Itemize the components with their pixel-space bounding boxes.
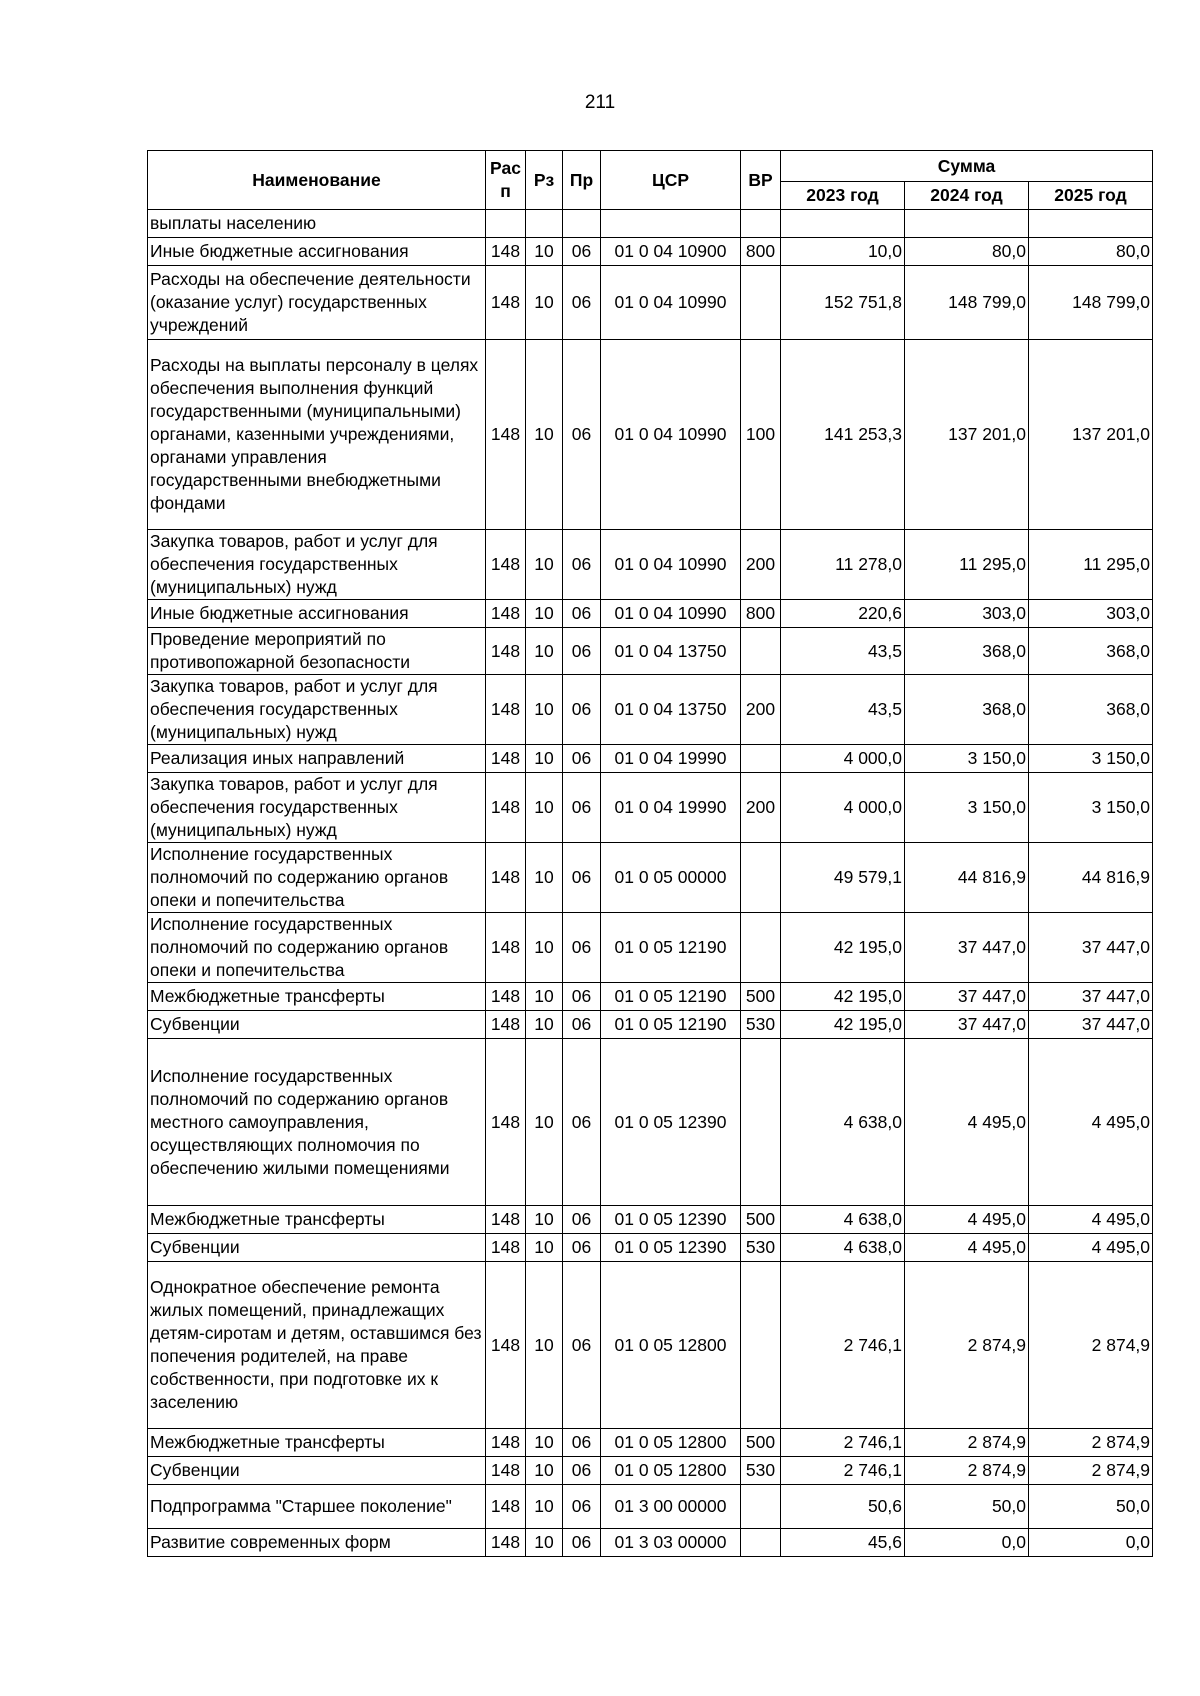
row-csr — [601, 210, 741, 238]
row-rz: 10 — [526, 1457, 563, 1485]
row-csr: 01 0 04 10900 — [601, 238, 741, 266]
table-row — [148, 1039, 1153, 1206]
table-row — [148, 843, 1153, 913]
row-pr: 06 — [563, 530, 601, 600]
table-row — [148, 600, 1153, 628]
row-csr: 01 0 05 12800 — [601, 1262, 741, 1429]
row-sum-2025: 37 447,0 — [1029, 1011, 1153, 1039]
row-rz: 10 — [526, 628, 563, 675]
row-sum-2025: 148 799,0 — [1029, 266, 1153, 340]
row-csr: 01 3 03 00000 — [601, 1529, 741, 1557]
row-csr: 01 0 05 12800 — [601, 1457, 741, 1485]
page-number: 211 — [584, 92, 616, 113]
table-row — [148, 1011, 1153, 1039]
row-vr: 800 — [741, 600, 781, 628]
row-pr: 06 — [563, 1206, 601, 1234]
row-rasp: 148 — [486, 340, 526, 530]
row-rasp: 148 — [486, 628, 526, 675]
row-vr — [741, 1262, 781, 1429]
row-vr: 500 — [741, 1206, 781, 1234]
row-name: выплаты населению — [148, 210, 486, 238]
row-rz: 10 — [526, 913, 563, 983]
header-pr: Пр — [563, 151, 601, 210]
table-row — [148, 1457, 1153, 1485]
row-sum-2025: 368,0 — [1029, 675, 1153, 745]
row-sum-2024: 44 816,9 — [905, 843, 1029, 913]
row-rasp: 148 — [486, 1262, 526, 1429]
row-sum-2024: 4 495,0 — [905, 1039, 1029, 1206]
header-vr: ВР — [741, 151, 781, 210]
row-rasp: 148 — [486, 983, 526, 1011]
row-sum-2023: 50,6 — [781, 1485, 905, 1529]
row-rz: 10 — [526, 266, 563, 340]
table-row — [148, 1529, 1153, 1557]
row-csr: 01 0 05 12390 — [601, 1206, 741, 1234]
header-rz: Рз — [526, 151, 563, 210]
row-vr: 200 — [741, 773, 781, 843]
header-rasp-line1: Рас — [490, 158, 521, 178]
row-sum-2024: 2 874,9 — [905, 1262, 1029, 1429]
row-sum-2025: 11 295,0 — [1029, 530, 1153, 600]
row-sum-2023: 4 638,0 — [781, 1234, 905, 1262]
table-row — [148, 340, 1153, 530]
row-rz: 10 — [526, 745, 563, 773]
row-sum-2023: 45,6 — [781, 1529, 905, 1557]
row-sum-2024: 3 150,0 — [905, 745, 1029, 773]
row-name: Закупка товаров, работ и услуг для обеспечения государственных (муниципальных) нужд — [148, 675, 486, 745]
table-row — [148, 1429, 1153, 1457]
row-pr: 06 — [563, 266, 601, 340]
row-sum-2025: 50,0 — [1029, 1485, 1153, 1529]
row-rasp: 148 — [486, 1429, 526, 1457]
row-rz: 10 — [526, 238, 563, 266]
row-sum-2024: 368,0 — [905, 628, 1029, 675]
row-pr: 06 — [563, 1429, 601, 1457]
row-csr: 01 0 04 19990 — [601, 773, 741, 843]
row-name: Расходы на выплаты персоналу в целях обеспечения выполнения функций государственными (муниципальными) органами, казенными учреждениями, органами управления государственными внебюджетными фондами — [148, 340, 486, 530]
row-vr: 100 — [741, 340, 781, 530]
row-vr — [741, 1039, 781, 1206]
row-rasp: 148 — [486, 238, 526, 266]
row-sum-2025: 2 874,9 — [1029, 1429, 1153, 1457]
row-csr: 01 0 04 13750 — [601, 675, 741, 745]
row-csr: 01 0 04 13750 — [601, 628, 741, 675]
row-csr: 01 0 04 10990 — [601, 530, 741, 600]
row-pr: 06 — [563, 628, 601, 675]
row-csr: 01 0 05 12190 — [601, 913, 741, 983]
row-vr — [741, 745, 781, 773]
row-name: Закупка товаров, работ и услуг для обеспечения государственных (муниципальных) нужд — [148, 773, 486, 843]
row-rasp: 148 — [486, 675, 526, 745]
row-vr: 500 — [741, 1429, 781, 1457]
row-vr — [741, 1529, 781, 1557]
header-2025: 2025 год — [1029, 182, 1153, 210]
row-sum-2024: 37 447,0 — [905, 1011, 1029, 1039]
row-rz: 10 — [526, 1011, 563, 1039]
row-sum-2024: 2 874,9 — [905, 1457, 1029, 1485]
row-rz: 10 — [526, 530, 563, 600]
row-sum-2024: 37 447,0 — [905, 913, 1029, 983]
row-rz: 10 — [526, 1234, 563, 1262]
row-sum-2025: 3 150,0 — [1029, 773, 1153, 843]
row-sum-2025: 80,0 — [1029, 238, 1153, 266]
row-vr: 530 — [741, 1011, 781, 1039]
row-pr: 06 — [563, 1485, 601, 1529]
row-name: Иные бюджетные ассигнования — [148, 600, 486, 628]
row-rasp — [486, 210, 526, 238]
header-rasp-line2: п — [500, 181, 511, 201]
row-rasp: 148 — [486, 1039, 526, 1206]
row-name: Реализация иных направлений — [148, 745, 486, 773]
row-name: Проведение мероприятий по противопожарной безопасности — [148, 628, 486, 675]
row-name: Иные бюджетные ассигнования — [148, 238, 486, 266]
row-sum-2024: 137 201,0 — [905, 340, 1029, 530]
row-pr: 06 — [563, 843, 601, 913]
row-name: Субвенции — [148, 1011, 486, 1039]
row-sum-2024: 303,0 — [905, 600, 1029, 628]
row-sum-2024: 3 150,0 — [905, 773, 1029, 843]
row-pr: 06 — [563, 773, 601, 843]
row-sum-2025: 4 495,0 — [1029, 1039, 1153, 1206]
row-pr: 06 — [563, 1039, 601, 1206]
row-rasp: 148 — [486, 1529, 526, 1557]
row-sum-2023: 2 746,1 — [781, 1429, 905, 1457]
row-vr: 200 — [741, 530, 781, 600]
row-sum-2023: 49 579,1 — [781, 843, 905, 913]
header-2023: 2023 год — [781, 182, 905, 210]
row-rz: 10 — [526, 983, 563, 1011]
row-rz: 10 — [526, 1529, 563, 1557]
table-row — [148, 773, 1153, 843]
row-pr: 06 — [563, 913, 601, 983]
row-vr — [741, 1485, 781, 1529]
row-name: Расходы на обеспечение деятельности (оказание услуг) государственных учреждений — [148, 266, 486, 340]
row-pr: 06 — [563, 238, 601, 266]
row-rasp: 148 — [486, 1011, 526, 1039]
row-csr: 01 0 05 00000 — [601, 843, 741, 913]
row-vr: 500 — [741, 983, 781, 1011]
row-pr — [563, 210, 601, 238]
row-sum-2024: 2 874,9 — [905, 1429, 1029, 1457]
row-rz: 10 — [526, 773, 563, 843]
table-row — [148, 675, 1153, 745]
row-vr — [741, 210, 781, 238]
table-row — [148, 1485, 1153, 1529]
row-sum-2023: 10,0 — [781, 238, 905, 266]
table-header — [148, 151, 1153, 210]
row-rz: 10 — [526, 843, 563, 913]
row-rasp: 148 — [486, 1485, 526, 1529]
row-pr: 06 — [563, 1457, 601, 1485]
table-row — [148, 1262, 1153, 1429]
row-csr: 01 0 05 12390 — [601, 1234, 741, 1262]
row-vr — [741, 913, 781, 983]
row-vr — [741, 843, 781, 913]
row-sum-2023 — [781, 210, 905, 238]
row-sum-2023: 4 638,0 — [781, 1206, 905, 1234]
row-sum-2025: 37 447,0 — [1029, 913, 1153, 983]
row-pr: 06 — [563, 745, 601, 773]
row-rz: 10 — [526, 1485, 563, 1529]
row-rz: 10 — [526, 1262, 563, 1429]
row-sum-2023: 4 000,0 — [781, 745, 905, 773]
row-rz: 10 — [526, 1206, 563, 1234]
row-sum-2025: 2 874,9 — [1029, 1457, 1153, 1485]
row-sum-2023: 11 278,0 — [781, 530, 905, 600]
header-2024: 2024 год — [905, 182, 1029, 210]
row-csr: 01 0 04 19990 — [601, 745, 741, 773]
row-sum-2023: 4 638,0 — [781, 1039, 905, 1206]
row-name: Исполнение государственных полномочий по содержанию органов опеки и попечительства — [148, 913, 486, 983]
row-sum-2025: 37 447,0 — [1029, 983, 1153, 1011]
row-sum-2023: 2 746,1 — [781, 1262, 905, 1429]
table-row — [148, 266, 1153, 340]
row-vr: 800 — [741, 238, 781, 266]
table-row — [148, 1234, 1153, 1262]
row-sum-2023: 42 195,0 — [781, 913, 905, 983]
table-row — [148, 210, 1153, 238]
row-sum-2024 — [905, 210, 1029, 238]
row-rasp: 148 — [486, 913, 526, 983]
row-name: Подпрограмма "Старшее поколение" — [148, 1485, 486, 1529]
row-name: Межбюджетные трансферты — [148, 1206, 486, 1234]
row-pr: 06 — [563, 1262, 601, 1429]
row-sum-2023: 2 746,1 — [781, 1457, 905, 1485]
row-name: Субвенции — [148, 1234, 486, 1262]
row-rz: 10 — [526, 675, 563, 745]
row-sum-2024: 0,0 — [905, 1529, 1029, 1557]
row-vr — [741, 628, 781, 675]
row-name: Исполнение государственных полномочий по содержанию органов опеки и попечительства — [148, 843, 486, 913]
header-sum: Сумма — [781, 151, 1153, 182]
table-row — [148, 745, 1153, 773]
row-rz: 10 — [526, 1039, 563, 1206]
row-sum-2024: 37 447,0 — [905, 983, 1029, 1011]
row-rasp: 148 — [486, 1457, 526, 1485]
table-row — [148, 983, 1153, 1011]
row-name: Однократное обеспечение ремонта жилых помещений, принадлежащих детям-сиротам и детям, оставшимся без попечения родителей, на праве собственности, при подготовке их к заселению — [148, 1262, 486, 1429]
table-row — [148, 238, 1153, 266]
row-sum-2025: 4 495,0 — [1029, 1234, 1153, 1262]
row-name: Развитие современных форм — [148, 1529, 486, 1557]
row-rz: 10 — [526, 600, 563, 628]
row-sum-2025 — [1029, 210, 1153, 238]
row-csr: 01 0 05 12190 — [601, 983, 741, 1011]
row-sum-2025: 303,0 — [1029, 600, 1153, 628]
header-csr: ЦСР — [601, 151, 741, 210]
row-rz — [526, 210, 563, 238]
row-sum-2025: 4 495,0 — [1029, 1206, 1153, 1234]
row-csr: 01 0 05 12390 — [601, 1039, 741, 1206]
row-name: Закупка товаров, работ и услуг для обеспечения государственных (муниципальных) нужд — [148, 530, 486, 600]
table-row — [148, 530, 1153, 600]
table-row — [148, 628, 1153, 675]
row-rasp: 148 — [486, 1234, 526, 1262]
row-vr: 200 — [741, 675, 781, 745]
table-row — [148, 913, 1153, 983]
row-pr: 06 — [563, 675, 601, 745]
row-sum-2023: 141 253,3 — [781, 340, 905, 530]
row-rasp: 148 — [486, 530, 526, 600]
row-pr: 06 — [563, 340, 601, 530]
row-sum-2024: 50,0 — [905, 1485, 1029, 1529]
row-pr: 06 — [563, 983, 601, 1011]
row-vr: 530 — [741, 1457, 781, 1485]
budget-table — [147, 150, 1153, 1557]
row-csr: 01 0 05 12800 — [601, 1429, 741, 1457]
row-sum-2023: 43,5 — [781, 675, 905, 745]
row-rasp: 148 — [486, 266, 526, 340]
row-rasp: 148 — [486, 843, 526, 913]
row-sum-2025: 137 201,0 — [1029, 340, 1153, 530]
row-sum-2024: 4 495,0 — [905, 1206, 1029, 1234]
row-sum-2023: 220,6 — [781, 600, 905, 628]
row-name: Межбюджетные трансферты — [148, 983, 486, 1011]
row-csr: 01 3 00 00000 — [601, 1485, 741, 1529]
table-row — [148, 1206, 1153, 1234]
row-sum-2024: 4 495,0 — [905, 1234, 1029, 1262]
row-sum-2025: 3 150,0 — [1029, 745, 1153, 773]
row-csr: 01 0 04 10990 — [601, 340, 741, 530]
row-pr: 06 — [563, 1011, 601, 1039]
row-rasp: 148 — [486, 1206, 526, 1234]
row-sum-2023: 42 195,0 — [781, 983, 905, 1011]
row-sum-2023: 152 751,8 — [781, 266, 905, 340]
row-csr: 01 0 05 12190 — [601, 1011, 741, 1039]
row-csr: 01 0 04 10990 — [601, 600, 741, 628]
row-vr — [741, 266, 781, 340]
row-sum-2025: 2 874,9 — [1029, 1262, 1153, 1429]
row-name: Субвенции — [148, 1457, 486, 1485]
row-rasp: 148 — [486, 600, 526, 628]
row-rasp: 148 — [486, 773, 526, 843]
row-sum-2025: 0,0 — [1029, 1529, 1153, 1557]
row-pr: 06 — [563, 600, 601, 628]
row-sum-2024: 368,0 — [905, 675, 1029, 745]
row-sum-2025: 44 816,9 — [1029, 843, 1153, 913]
row-sum-2024: 80,0 — [905, 238, 1029, 266]
row-sum-2024: 11 295,0 — [905, 530, 1029, 600]
table-body — [148, 210, 1153, 1557]
row-rz: 10 — [526, 340, 563, 530]
row-sum-2023: 42 195,0 — [781, 1011, 905, 1039]
row-rasp: 148 — [486, 745, 526, 773]
header-rasp — [486, 151, 526, 210]
row-sum-2024: 148 799,0 — [905, 266, 1029, 340]
header-name: Наименование — [148, 151, 486, 210]
row-vr: 530 — [741, 1234, 781, 1262]
row-sum-2023: 4 000,0 — [781, 773, 905, 843]
row-sum-2023: 43,5 — [781, 628, 905, 675]
row-pr: 06 — [563, 1529, 601, 1557]
row-name: Исполнение государственных полномочий по содержанию органов местного самоуправления, осуществляющих полномочия по обеспечению жилыми помещениями — [148, 1039, 486, 1206]
row-name: Межбюджетные трансферты — [148, 1429, 486, 1457]
row-sum-2025: 368,0 — [1029, 628, 1153, 675]
row-pr: 06 — [563, 1234, 601, 1262]
row-rz: 10 — [526, 1429, 563, 1457]
row-csr: 01 0 04 10990 — [601, 266, 741, 340]
